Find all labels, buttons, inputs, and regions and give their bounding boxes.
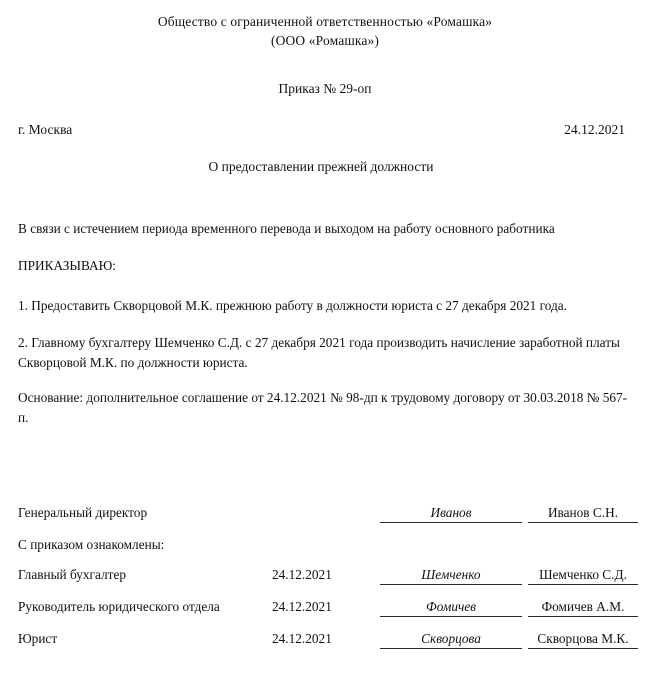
document-title: Приказ № 29-оп [278,81,372,97]
organization-short-name: (ООО «Ромашка») [271,32,379,48]
approval-name: Иванов С.Н. [528,505,638,523]
approval-position: Генеральный директор [18,505,148,520]
acknowledgement-signature-cell [376,599,526,617]
acknowledgement-position: Руководитель юридического отдела [18,599,220,614]
acknowledgement-position: Главный бухгалтер [18,567,127,582]
approval-signature: Иванов [380,505,522,523]
acknowledgement-name: Скворцова М.К. [528,631,638,649]
approval-row [18,505,640,537]
clause-1: 1. Предоставить Скворцовой М.К. прежнюю работу в должности юриста с 27 декабря 2021 года. [18,297,568,313]
acknowledgement-signature: Фомичев [380,599,522,617]
acknowledgement-signature-cell [376,631,526,649]
basis-paragraph: Основание: дополнительное соглашение от 24.12.2021 № 98-дп к трудовому договору от 30.03.2018 № 567-п. [18,390,628,426]
organization-header [0,13,650,50]
acknowledgement-note: С приказом ознакомлены: [18,537,165,552]
acknowledgement-date: 24.12.2021 [272,631,332,646]
acknowledgement-row [18,567,640,599]
acknowledgement-date: 24.12.2021 [272,567,332,582]
organization-full-name: Общество с ограниченной ответственностью «Ромашка» [157,14,493,29]
approval-name-cell [526,505,640,523]
acknowledgement-name-cell [526,599,640,617]
acknowledgement-date: 24.12.2021 [272,599,332,614]
document-body [0,219,650,428]
signature-area [0,505,650,663]
order-keyword: ПРИКАЗЫВАЮ: [18,258,116,274]
preamble-paragraph: В связи с истечением периода временного перевода и выходом на работу основного работника [18,221,555,237]
acknowledgement-name-cell [526,631,640,649]
acknowledgement-position: Юрист [18,631,58,646]
acknowledgement-row [18,599,640,631]
acknowledgement-name-cell [526,567,640,585]
document-place: г. Москва [18,122,73,138]
acknowledgement-row [18,631,640,663]
place-date-row [0,122,650,138]
acknowledgement-signature: Скворцова [380,631,522,649]
acknowledgement-name: Шемченко С.Д. [528,567,638,585]
document-date: 24.12.2021 [564,122,625,138]
acknowledgement-name: Фомичев А.М. [528,599,638,617]
document-subject: О предоставлении прежней должности [208,159,434,175]
approval-signature-cell [376,505,526,523]
clause-2: 2. Главному бухгалтеру Шемченко С.Д. с 27 декабря 2021 года производить начисление заработной платы Скворцовой М.К. по должности юриста. [18,334,620,371]
acknowledgement-signature-cell [376,567,526,585]
acknowledgement-signature: Шемченко [380,567,522,585]
